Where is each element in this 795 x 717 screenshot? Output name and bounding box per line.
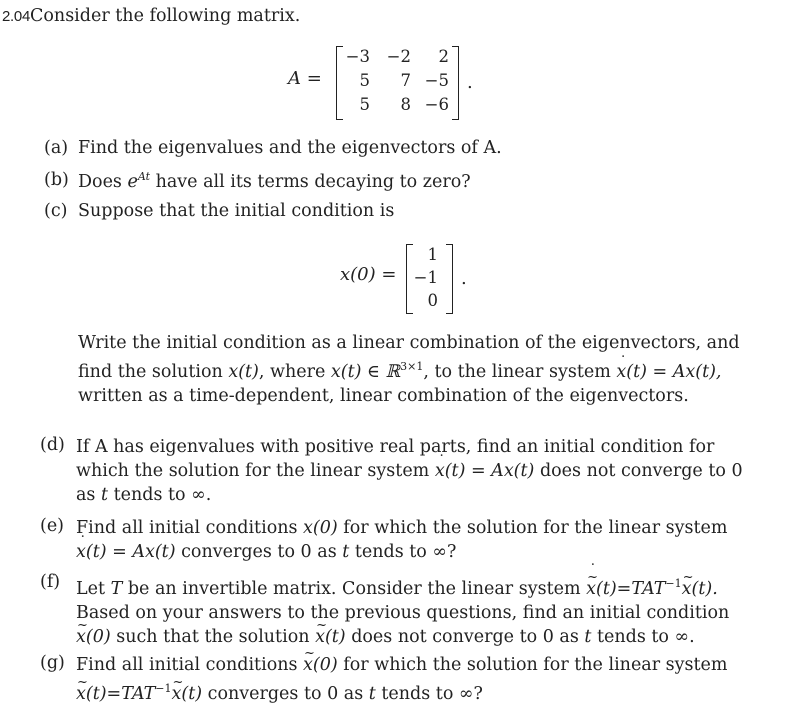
matrix-a-cell: −2 bbox=[386, 47, 411, 66]
part-c-line bbox=[78, 355, 740, 384]
text-run: tends to ∞? bbox=[349, 542, 457, 562]
math-run: T bbox=[110, 579, 123, 599]
math-run: x(0) bbox=[303, 518, 338, 538]
text-run: , to the linear system bbox=[423, 362, 617, 382]
part-g-label: (g) bbox=[40, 653, 65, 673]
matrix-a-cell: 8 bbox=[400, 95, 411, 114]
text-run: for which the solution for the linear system bbox=[337, 518, 728, 538]
text-run: converges to 0 as bbox=[202, 684, 369, 704]
matrix-a-period: . bbox=[467, 72, 473, 93]
part-f-line bbox=[76, 572, 729, 601]
problem-header bbox=[2, 6, 300, 26]
part-b-text-post: have all its terms decaying to zero? bbox=[150, 172, 471, 192]
part-d-line bbox=[76, 459, 743, 483]
math-run: t bbox=[100, 485, 109, 505]
part-e-text bbox=[76, 516, 728, 564]
math-run: (0) bbox=[85, 627, 111, 647]
math-superscript: 3×1 bbox=[400, 360, 424, 373]
initial-vector-period: . bbox=[461, 268, 467, 289]
text-run: for which the solution for the linear system bbox=[337, 655, 728, 675]
math-run: (t) = Ax(t) bbox=[85, 542, 176, 562]
text-run: such that the solution bbox=[110, 627, 316, 647]
part-b-exponent: At bbox=[137, 170, 150, 183]
part-c-text: Suppose that the initial condition is bbox=[78, 201, 395, 221]
math-run: ~ x bbox=[315, 625, 325, 649]
part-b-exp-base: e bbox=[127, 172, 138, 192]
math-run: x(t) bbox=[228, 362, 259, 382]
text-run: as bbox=[76, 485, 101, 505]
math-run: (t) = Ax(t) bbox=[444, 461, 535, 481]
initial-vector-entry: −1 bbox=[413, 268, 438, 287]
text-run: converges to 0 as bbox=[175, 542, 343, 562]
initial-vector-label: x(0) = bbox=[340, 264, 397, 285]
part-c-label: (c) bbox=[44, 201, 68, 221]
matrix-a-cell: 2 bbox=[438, 47, 449, 66]
math-run: (t) = Ax(t), bbox=[626, 362, 722, 382]
part-e-line bbox=[76, 516, 728, 540]
math-run: t bbox=[584, 627, 592, 647]
text-run: tends to ∞. bbox=[108, 485, 212, 505]
math-run: (t)=TAT bbox=[596, 579, 666, 599]
part-b-text bbox=[78, 170, 471, 192]
matrix-a-label: A = bbox=[288, 68, 322, 89]
part-d-label: (d) bbox=[40, 435, 65, 455]
part-g-line bbox=[76, 677, 728, 706]
math-run: t bbox=[368, 684, 376, 704]
math-run: ˙ x bbox=[616, 360, 626, 384]
part-d-text bbox=[76, 435, 743, 507]
text-run: does not converge to 0 bbox=[534, 461, 743, 481]
part-c-line: written as a time-dependent, linear combination of the eigenvectors. bbox=[78, 386, 689, 406]
math-run: (t)=TAT bbox=[85, 684, 156, 704]
part-f-line: Based on your answers to the previous questions, find an initial condition bbox=[76, 603, 730, 623]
math-run: x(t) ∈ ℝ bbox=[330, 362, 401, 382]
matrix-a-cell: −3 bbox=[345, 47, 370, 66]
part-b-text-pre: Does bbox=[78, 172, 128, 192]
initial-vector-entry: 0 bbox=[427, 291, 438, 310]
part-g-text bbox=[76, 653, 728, 706]
math-run: (0) bbox=[312, 655, 338, 675]
math-run: ~ x bbox=[682, 577, 692, 601]
math-run: ˙ x bbox=[435, 459, 445, 483]
matrix-a-cell: 7 bbox=[400, 71, 411, 90]
part-b-label: (b) bbox=[44, 170, 69, 190]
matrix-a-right-bracket bbox=[452, 46, 459, 120]
math-run: ˙ x bbox=[76, 540, 86, 564]
part-c-line: Write the initial condition as a linear combination of the eigenvectors, and bbox=[78, 333, 740, 353]
math-run: ~ x ˙ bbox=[76, 682, 86, 706]
initial-vector-right-bracket bbox=[446, 244, 453, 314]
text-run: tends to ∞. bbox=[591, 627, 695, 647]
part-f-text bbox=[76, 572, 729, 649]
math-run: ~ x bbox=[172, 682, 182, 706]
text-run: Find all initial conditions bbox=[76, 655, 304, 675]
part-e-label: (e) bbox=[40, 516, 65, 536]
math-run: (t) bbox=[324, 627, 346, 647]
text-run: find the solution bbox=[78, 362, 229, 382]
math-run: t bbox=[342, 542, 350, 562]
math-run: ~ x bbox=[76, 625, 86, 649]
math-superscript: −1 bbox=[155, 682, 172, 695]
math-run: (t). bbox=[691, 579, 718, 599]
problem-number: 2.04 bbox=[2, 8, 30, 25]
initial-vector-entry: 1 bbox=[427, 245, 438, 264]
part-e-line bbox=[76, 540, 728, 564]
matrix-a-cell: −5 bbox=[424, 71, 449, 90]
text-run: which the solution for the linear system bbox=[76, 461, 435, 481]
math-run: (t) bbox=[181, 684, 203, 704]
matrix-a-cell: 5 bbox=[359, 71, 370, 90]
math-run: ~ x bbox=[303, 653, 313, 677]
part-d-line: If A has eigenvalues with positive real parts, find an initial condition for bbox=[76, 437, 715, 457]
math-run: ~ x ˙ bbox=[586, 577, 596, 601]
text-run: tends to ∞? bbox=[375, 684, 483, 704]
matrix-a-cell: −6 bbox=[424, 95, 449, 114]
text-run: Find all initial conditions bbox=[76, 518, 304, 538]
part-a-label: (a) bbox=[44, 138, 69, 158]
text-run: Let bbox=[76, 579, 111, 599]
text-run: be an invertible matrix. Consider the linear system bbox=[122, 579, 587, 599]
problem-title: Consider the following matrix. bbox=[30, 6, 301, 26]
matrix-a-cell: 5 bbox=[359, 95, 370, 114]
part-d-line bbox=[76, 483, 743, 507]
part-c-paragraph bbox=[78, 331, 740, 408]
part-f-label: (f) bbox=[40, 572, 61, 592]
text-run: does not converge to 0 as bbox=[345, 627, 585, 647]
text-run: , where bbox=[258, 362, 331, 382]
math-superscript: −1 bbox=[665, 577, 682, 590]
part-f-line bbox=[76, 625, 729, 649]
part-a-text: Find the eigenvalues and the eigenvectors of A. bbox=[78, 138, 502, 158]
